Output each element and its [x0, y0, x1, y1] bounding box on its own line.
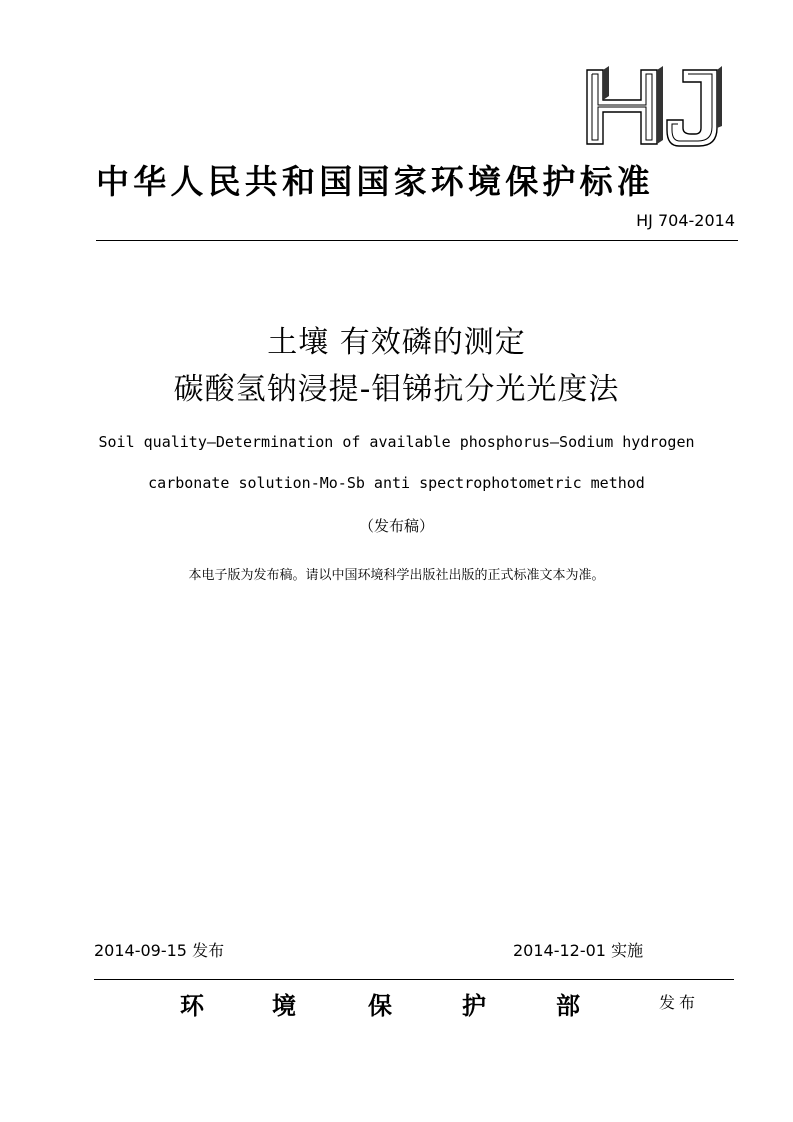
- ministry-char: 部: [556, 991, 580, 1020]
- title-cn-line2: 碳酸氢钠浸提-钼锑抗分光光度法: [173, 372, 620, 407]
- release-date: 2014-09-15 发布: [94, 941, 225, 960]
- publish-label: 发布: [659, 993, 700, 1012]
- ministry-char: 环: [180, 991, 204, 1020]
- header-divider: [96, 240, 738, 241]
- standard-code: HJ 704-2014: [636, 211, 735, 230]
- ministry-char: 境: [272, 991, 296, 1020]
- ministry-char: 护: [462, 991, 486, 1020]
- footer-divider: [94, 979, 734, 980]
- standard-name: 中华人民共和国国家环境保护标准: [96, 162, 654, 201]
- hj-logo: [583, 64, 723, 150]
- edition-notice: 本电子版为发布稿。请以中国环境科学出版社出版的正式标准文本为准。: [188, 568, 605, 583]
- title-cn-line1: 土壤 有效磷的测定: [267, 325, 526, 360]
- ministry-char: 保: [368, 991, 392, 1020]
- draft-label: （发布稿）: [358, 517, 434, 535]
- effective-date: 2014-12-01 实施: [513, 941, 644, 960]
- title-en-line1: Soil quality—Determination of available phosphorus—Sodium hydrogen: [98, 433, 695, 451]
- title-en-line2: carbonate solution-Mo-Sb anti spectrophotometric method: [148, 474, 645, 492]
